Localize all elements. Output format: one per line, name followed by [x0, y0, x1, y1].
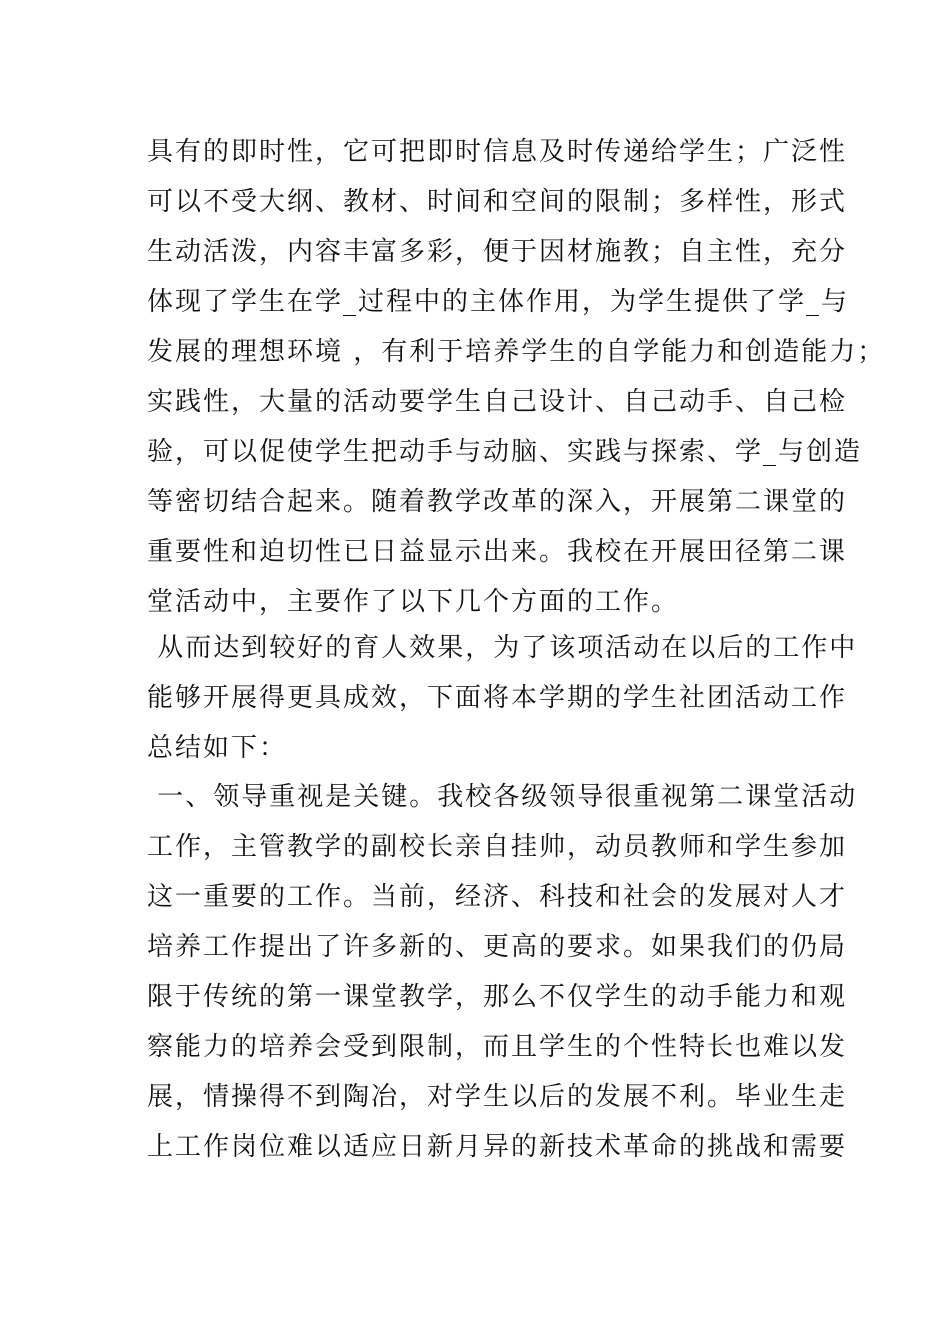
text-line: 实践性，大量的活动要学生自己设计、自己动手、自己检	[147, 387, 848, 417]
text-line: 限于传统的第一课堂教学，那么不仅学生的动手能力和观	[147, 982, 848, 1012]
text-line: 体现了学生在学_过程中的主体作用，为学生提供了学_与	[147, 287, 850, 317]
text-line: 可以不受大纲、教材、时间和空间的限制；多样性，形式	[147, 187, 848, 217]
text-line: 堂活动中，主要作了以下几个方面的工作。	[147, 587, 680, 617]
text-line: 验，可以促使学生把动手与动脑、实践与探索、学_与创造	[147, 437, 863, 467]
paragraph	[147, 623, 858, 773]
text-line: 总结如下：	[147, 733, 288, 763]
text-line: 从而达到较好的育人效果，为了该项活动在以后的工作中	[147, 633, 858, 663]
paragraph	[147, 127, 886, 627]
text-line: 发展的理想环境 ，有利于培养学生的自学能力和创造能力；	[147, 337, 886, 367]
paragraph	[147, 772, 858, 1172]
text-line: 察能力的培养会受到限制，而且学生的个性特长也难以发	[147, 1032, 848, 1062]
text-line: 这一重要的工作。当前，经济、科技和社会的发展对人才	[147, 882, 848, 912]
text-line: 等密切结合起来。随着教学改革的深入，开展第二课堂的	[147, 487, 848, 517]
text-line: 重要性和迫切性已日益显示出来。我校在开展田径第二课	[147, 537, 848, 567]
text-line: 展，情操得不到陶冶，对学生以后的发展不利。毕业生走	[147, 1082, 848, 1112]
text-line: 工作，主管教学的副校长亲自挂帅，动员教师和学生参加	[147, 832, 848, 862]
text-line: 具有的即时性，它可把即时信息及时传递给学生；广泛性	[147, 137, 848, 167]
text-line: 上工作岗位难以适应日新月异的新技术革命的挑战和需要	[147, 1132, 848, 1162]
text-line: 能够开展得更具成效，下面将本学期的学生社团活动工作	[147, 683, 848, 713]
text-line: 培养工作提出了许多新的、更高的要求。如果我们的仍局	[147, 932, 848, 962]
text-line: 一、领导重视是关键。我校各级领导很重视第二课堂活动	[147, 782, 858, 812]
text-line: 生动活泼，内容丰富多彩，便于因材施教；自主性，充分	[147, 237, 848, 267]
